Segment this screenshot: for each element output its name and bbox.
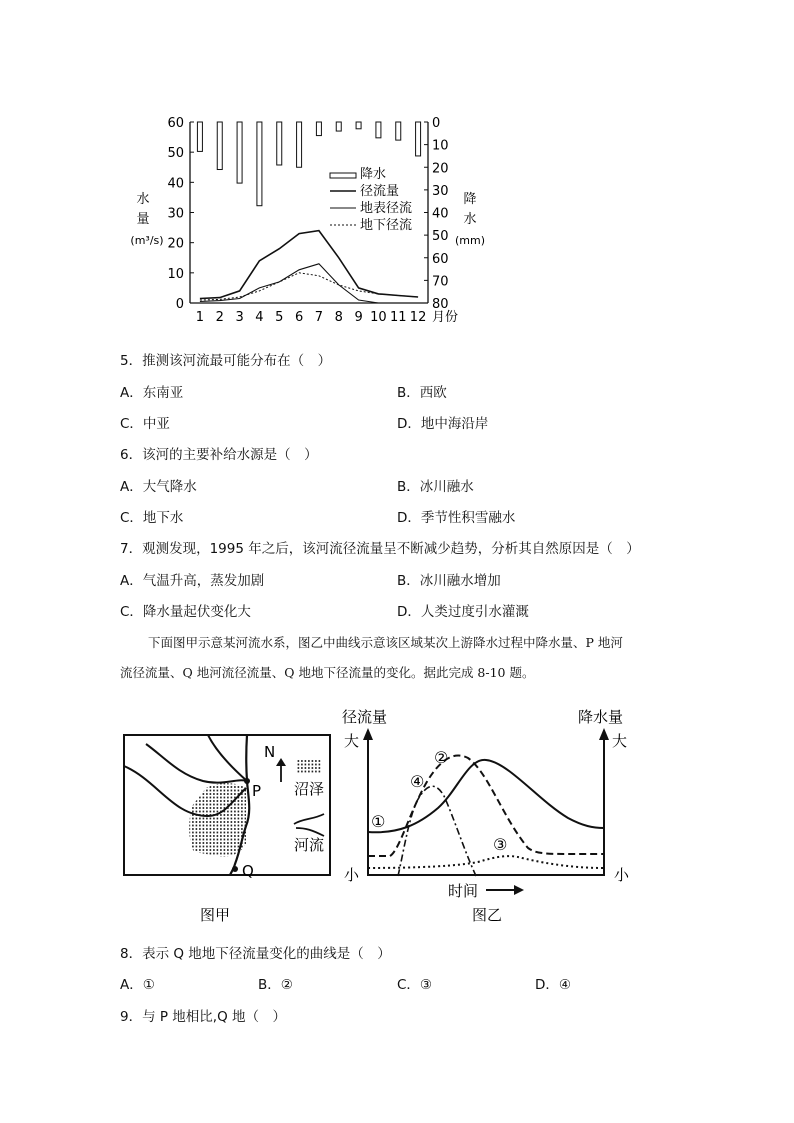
chart-left-title-1: 水 (136, 192, 150, 207)
chart-left-unit: (m³/s) (130, 234, 164, 247)
x-axis-label: 时间 (448, 882, 479, 900)
point-q-marker (232, 866, 238, 872)
chart-month-label: 9 (354, 310, 363, 325)
question-7-option-a: A．气温升高，蒸发加剧 (120, 573, 265, 589)
curve-4 (398, 786, 476, 876)
chart-line-groundwater-runoff (200, 273, 418, 300)
chart-left-tick-label: 40 (167, 176, 184, 192)
question-8-option-c: C．③ (397, 977, 433, 993)
chart-line-surface-runoff (200, 264, 418, 303)
chart-left-tick-label: 30 (167, 206, 184, 222)
chart-precip-bar (277, 122, 282, 165)
river-tributary-northeast (208, 735, 247, 781)
question-9-stem: 9．与 P 地相比,Q 地（ ） (120, 1009, 287, 1025)
y-left-arrowhead-icon (363, 728, 373, 740)
question-6-option-d: D．季节性积雪融水 (397, 510, 516, 526)
question-6-option-c: C．地下水 (120, 510, 184, 526)
chart-precip-bar (316, 122, 321, 136)
question-7-option-b: B．冰川融水增加 (397, 573, 501, 589)
legend-river-label: 河流 (294, 836, 325, 854)
chart-month-label: 1 (195, 310, 205, 325)
question-5-option-a: A．东南亚 (120, 385, 184, 401)
point-p-marker (244, 778, 250, 784)
chart-month-label: 7 (314, 310, 324, 325)
curve-1 (368, 760, 604, 832)
question-5-option-c: C．中亚 (120, 416, 170, 432)
question-8-option-a: A．① (120, 977, 155, 993)
legend-label: 降水 (360, 167, 387, 182)
chart-right-tick-label: 40 (432, 206, 449, 222)
chart-line-total-runoff (200, 231, 418, 299)
chart-right-tick-label: 30 (432, 183, 449, 199)
chart-right-tick-label: 60 (432, 251, 449, 267)
chart-left-tick-label: 60 (167, 116, 184, 131)
river-tributary-north (146, 744, 247, 783)
question-7-option-d: D．人类过度引水灌溉 (397, 604, 529, 620)
chart-precip-bar (217, 122, 222, 170)
chart-right-title-1: 降 (463, 192, 477, 207)
question-5-option-b: B．西欧 (397, 385, 447, 401)
chart-right-tick-label: 80 (432, 297, 449, 312)
question-7-stem: 7．观测发现，1995 年之后，该河流径流量呈不断减少趋势，分析其自然原因是（ ） (120, 541, 640, 557)
legend-precip-swatch (330, 173, 356, 178)
curve-label-2: ② (434, 748, 449, 767)
figure-yi-hydrograph (338, 700, 638, 928)
figure-jia-caption: 图甲 (200, 906, 231, 924)
chart-month-label: 8 (334, 310, 343, 325)
chart-precip-bar (416, 122, 421, 156)
chart-month-label: 12 (409, 310, 427, 325)
question-5-option-d: D．地中海沿岸 (397, 416, 489, 432)
runoff-precipitation-chart (120, 108, 486, 333)
curve-label-4: ④ (410, 772, 425, 791)
question-5-stem: 5．推测该河流最可能分布在（ ） (120, 353, 332, 369)
curve-3 (368, 856, 604, 868)
chart-month-label: 10 (370, 310, 387, 325)
time-arrowhead-icon (514, 885, 524, 895)
y-right-arrowhead-icon (599, 728, 609, 740)
y-right-label: 降水量 (578, 708, 624, 726)
y-left-big: 大 (344, 732, 360, 750)
legend-label: 地表径流 (360, 201, 413, 216)
chart-month-label: 11 (389, 310, 407, 325)
chart-precip-bar (396, 122, 401, 140)
question-7-option-c: C．降水量起伏变化大 (120, 604, 251, 620)
chart-right-tick-label: 0 (432, 116, 441, 131)
curve-label-1: ① (371, 812, 386, 831)
chart-right-tick-label: 20 (432, 161, 449, 177)
y-right-small: 小 (614, 866, 630, 884)
y-left-label: 径流量 (342, 708, 388, 726)
question-8-option-d: D．④ (535, 977, 571, 993)
question-6-stem: 6．该河的主要补给水源是（ ） (120, 447, 318, 463)
curve-2 (368, 756, 604, 856)
legend-river-symbol (294, 814, 324, 836)
chart-left-tick-label: 0 (175, 297, 184, 312)
legend-label: 径流量 (360, 184, 400, 199)
chart-precip-bar (197, 122, 202, 151)
chart-precip-bar (257, 122, 262, 206)
chart-right-title-2: 水 (463, 212, 477, 227)
chart-precip-bar (376, 122, 381, 138)
y-right-big: 大 (612, 732, 628, 750)
chart-precip-bar (297, 122, 302, 167)
y-left-small: 小 (344, 866, 360, 884)
chart-right-tick-label: 10 (432, 138, 449, 154)
question-8-stem: 8．表示 Q 地地下径流量变化的曲线是（ ） (120, 946, 391, 962)
figure-jia-legend (290, 756, 340, 864)
chart-month-label: 3 (235, 310, 244, 325)
chart-month-label: 5 (275, 310, 284, 325)
chart-right-tick-label: 50 (432, 229, 449, 245)
point-q-label: Q (242, 862, 254, 880)
legend-label: 地下径流 (360, 218, 413, 233)
figure-yi-caption: 图乙 (472, 906, 503, 924)
chart-left-tick-label: 20 (167, 236, 184, 252)
intro-line-2: 流径流量、Q 地河流径流量、Q 地地下径流量的变化。据此完成 8-10 题。 (120, 665, 535, 680)
legend-swamp-symbol (296, 760, 322, 774)
point-p-label: P (252, 782, 262, 800)
chart-left-tick-label: 10 (167, 266, 184, 282)
swamp-area (189, 783, 246, 856)
chart-precip-bar (356, 122, 361, 129)
chart-precip-bar (336, 122, 341, 131)
chart-month-label: 6 (294, 310, 304, 325)
chart-month-label: 4 (255, 310, 264, 325)
question-6-option-a: A．大气降水 (120, 479, 197, 495)
chart-left-tick-label: 50 (167, 146, 184, 162)
curve-label-3: ③ (493, 835, 508, 854)
chart-right-tick-label: 70 (432, 274, 449, 290)
chart-left-title-2: 量 (136, 212, 150, 227)
legend-swamp-label: 沼泽 (294, 780, 325, 798)
chart-month-label: 2 (215, 310, 224, 325)
question-6-option-b: B．冰川融水 (397, 479, 474, 495)
north-label: N (264, 743, 276, 761)
question-8-option-b: B．② (258, 977, 293, 993)
intro-line-1: 下面图甲示意某河流水系，图乙中曲线示意该区域某次上游降水过程中降水量、P 地河 (148, 635, 623, 650)
chart-right-unit: (mm) (454, 234, 486, 247)
north-arrowhead-icon (276, 758, 286, 766)
chart-x-unit: 月份 (432, 310, 459, 325)
chart-precip-bar (237, 122, 242, 183)
